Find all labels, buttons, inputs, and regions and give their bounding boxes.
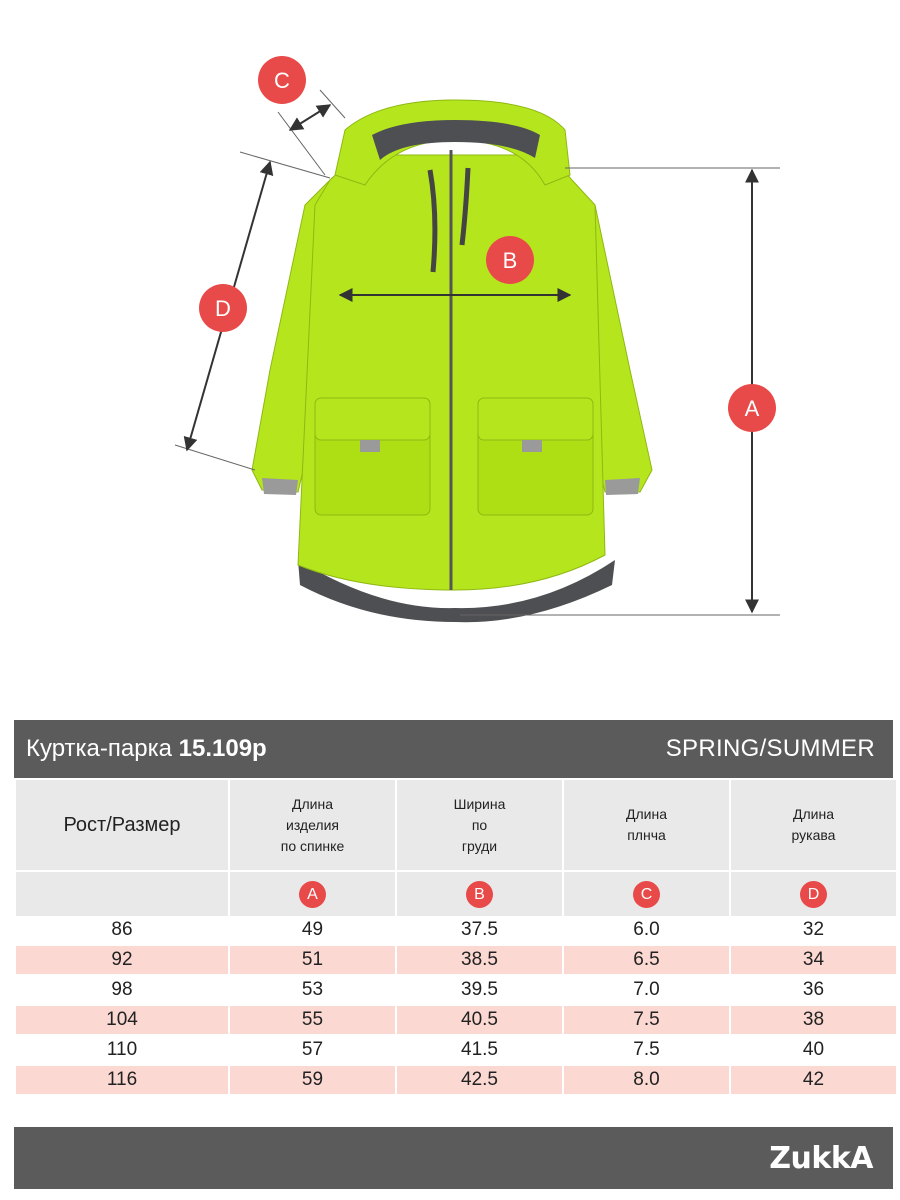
badge-d bbox=[199, 284, 247, 332]
table-row bbox=[16, 1066, 896, 1096]
column-header-line: Длина bbox=[626, 806, 667, 822]
table-cell: 40.5 bbox=[397, 1006, 562, 1036]
size-table bbox=[14, 780, 898, 1096]
column-header-line: Рост/Размер bbox=[63, 813, 181, 836]
table-cell: 7.5 bbox=[564, 1006, 729, 1036]
jacket-left-pocket-flap bbox=[315, 398, 430, 440]
table-cell: 41.5 bbox=[397, 1036, 562, 1066]
column-letter-badge: A bbox=[299, 881, 326, 908]
table-cell: 57 bbox=[230, 1036, 395, 1066]
column-header-0 bbox=[16, 780, 228, 870]
logo-text: ZukkA bbox=[769, 1140, 873, 1176]
badge-c bbox=[258, 56, 306, 104]
table-cell: 59 bbox=[230, 1066, 395, 1096]
svg-text:D: D bbox=[215, 296, 231, 321]
column-header-3 bbox=[564, 780, 729, 870]
table-header-row bbox=[16, 780, 896, 870]
column-header-line: Ширина bbox=[453, 795, 506, 812]
svg-text:B: B bbox=[502, 248, 518, 273]
column-letter-cell bbox=[564, 870, 729, 916]
badge-b bbox=[486, 236, 534, 284]
table-cell: 116 bbox=[16, 1066, 228, 1096]
column-header-line: изделия bbox=[286, 816, 339, 833]
column-letter-badge: C bbox=[633, 881, 660, 908]
product-code: 15.109р bbox=[178, 735, 267, 762]
season-label: SPRING/SUMMER bbox=[665, 735, 875, 762]
column-header-line: Длина bbox=[793, 806, 834, 822]
table-row bbox=[16, 1036, 896, 1066]
column-letter-cell bbox=[731, 870, 896, 916]
table-row bbox=[16, 976, 896, 1006]
table-cell: 110 bbox=[16, 1036, 228, 1066]
column-header-4 bbox=[731, 780, 896, 870]
svg-text:A: A bbox=[744, 396, 760, 421]
column-letter-cell bbox=[16, 870, 228, 916]
table-cell: 7.0 bbox=[564, 976, 729, 1006]
column-header-line: по спинке bbox=[280, 837, 345, 854]
jacket-right-cuff bbox=[605, 478, 640, 495]
column-header-line: рукава bbox=[791, 827, 836, 843]
badge-a bbox=[728, 384, 776, 432]
column-header-line: плнча bbox=[627, 827, 666, 843]
table-cell: 42.5 bbox=[397, 1066, 562, 1096]
table-cell: 6.5 bbox=[564, 946, 729, 976]
measure-line-c bbox=[290, 105, 330, 130]
column-letter-cell bbox=[397, 870, 562, 916]
column-header-line: Длина bbox=[292, 795, 333, 812]
table-cell: 36 bbox=[731, 976, 896, 1006]
table-body bbox=[16, 916, 896, 1096]
table-cell: 86 bbox=[16, 916, 228, 946]
table-letter-row bbox=[16, 870, 896, 916]
table-cell: 49 bbox=[230, 916, 395, 946]
table-cell: 38.5 bbox=[397, 946, 562, 976]
table-cell: 8.0 bbox=[564, 1066, 729, 1096]
column-letter-badge: B bbox=[466, 881, 493, 908]
table-cell: 38 bbox=[731, 1006, 896, 1036]
table-cell: 42 bbox=[731, 1066, 896, 1096]
svg-text:C: C bbox=[274, 68, 290, 93]
table-cell: 37.5 bbox=[397, 916, 562, 946]
reflective-strip-right bbox=[522, 440, 542, 452]
table-cell: 7.5 bbox=[564, 1036, 729, 1066]
table-cell: 32 bbox=[731, 916, 896, 946]
table-cell: 98 bbox=[16, 976, 228, 1006]
table-cell: 92 bbox=[16, 946, 228, 976]
table-row bbox=[16, 916, 896, 946]
table-row bbox=[16, 946, 896, 976]
column-header-1 bbox=[230, 780, 395, 870]
table-cell: 53 bbox=[230, 976, 395, 1006]
zukka-logo bbox=[769, 1137, 873, 1179]
table-cell: 55 bbox=[230, 1006, 395, 1036]
jacket-right-pocket-flap bbox=[478, 398, 593, 440]
product-title bbox=[26, 735, 267, 763]
table-cell: 51 bbox=[230, 946, 395, 976]
footer-bar bbox=[14, 1127, 893, 1189]
table-cell: 39.5 bbox=[397, 976, 562, 1006]
product-name: Куртка-парка bbox=[26, 735, 172, 762]
column-letter-badge: D bbox=[800, 881, 827, 908]
table-cell: 6.0 bbox=[564, 916, 729, 946]
table-cell: 34 bbox=[731, 946, 896, 976]
jacket-left-cuff bbox=[262, 478, 298, 495]
reflective-strip-left bbox=[360, 440, 380, 452]
product-header-bar bbox=[14, 720, 893, 778]
column-header-line: груди bbox=[461, 837, 498, 854]
column-header-line: по bbox=[471, 816, 488, 833]
column-letter-cell bbox=[230, 870, 395, 916]
table-row bbox=[16, 1006, 896, 1036]
table-cell: 104 bbox=[16, 1006, 228, 1036]
column-header-2 bbox=[397, 780, 562, 870]
table-cell: 40 bbox=[731, 1036, 896, 1066]
